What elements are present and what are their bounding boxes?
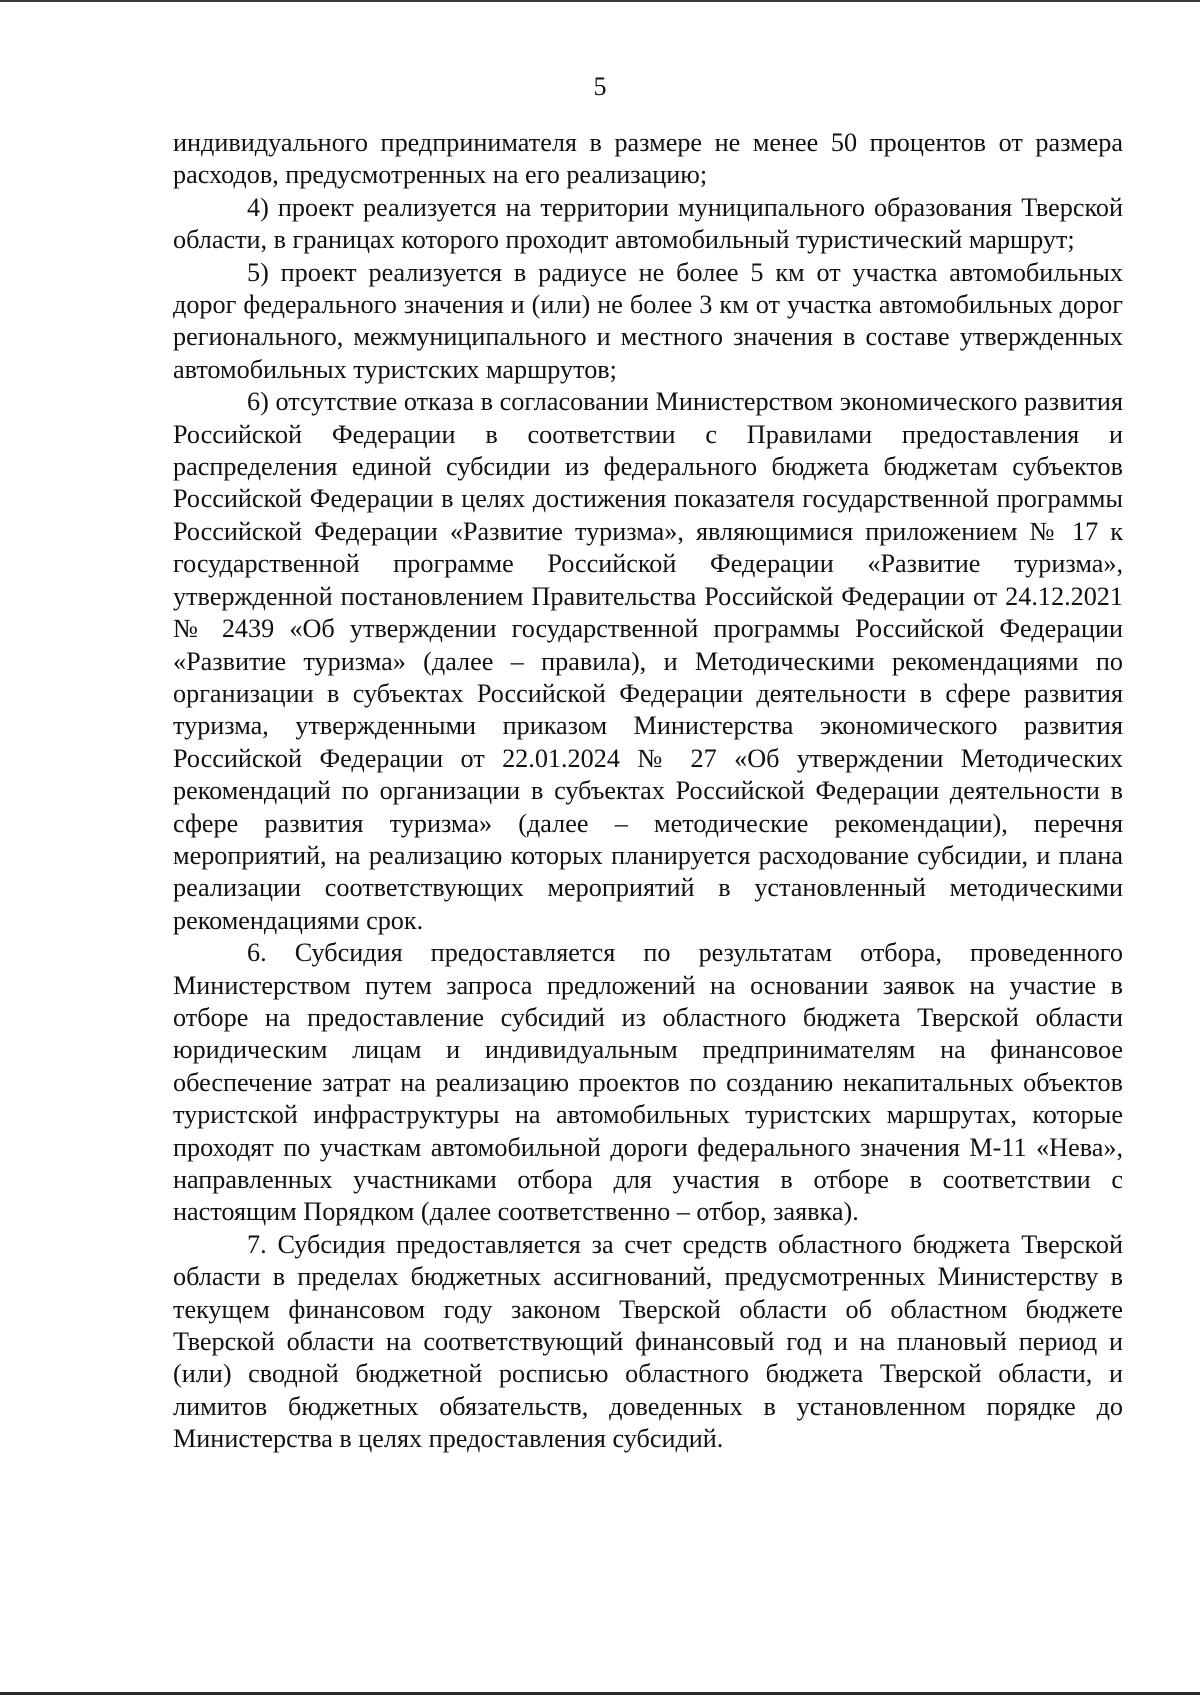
paragraph-item-4: 4) проект реализуется на территории муниципального образования Тверской области, в границах которого проходит автомобильный туристический маршрут;: [173, 192, 1123, 255]
paragraph-item-5: 5) проект реализуется в радиусе не более 5 км от участка автомобильных дорог федерального значения и (или) не более 3 км от участка автомобильных дорог регионального, межмуниципального и местного значения в составе утвержденных автомобильных туристских маршрутов;: [173, 257, 1123, 384]
scan-edge-top: [0, 0, 1200, 2]
paragraph-clause-7: 7. Субсидия предоставляется за счет средств областного бюджета Тверской области в пределах бюджетных ассигнований, предусмотренных Министерству в текущем финансовом году законом Тверской области об областном бюджете Тверской области на соответствующий финансовый год и на плановый период и (или) сводной бюджетной росписью областного бюджета Тверской области, и лимитов бюджетных обязательств, доведенных в установленном порядке до Министерства в целях предоставления субсидий.: [173, 1229, 1123, 1454]
paragraph-item-6: 6) отсутствие отказа в согласовании Министерством экономического развития Российской Федерации в соответствии с Правилами предоставления и распределения единой субсидии из федерального бюджета бюджетам субъектов Российской Федерации в целях достижения показателя государственной программы Российской Федерации «Развитие туризма», являющимися приложением № 17 к государственной программе Российской Федерации «Развитие туризма», утвержденной постановлением Правительства Российской Федерации от 24.12.2021 № 2439 «Об утверждении государственной программы Российской Федерации «Развитие туризма» (далее – правила), и Методическими рекомендациями по организации в субъектах Российской Федерации деятельности в сфере развития туризма, утвержденными приказом Министерства экономического развития Российской Федерации от 22.01.2024 № 27 «Об утверждении Методических рекомендаций по организации в субъектах Российской Федерации деятельности в сфере развития туризма» (далее – методические рекомендации), перечня мероприятий, на реализацию которых планируется расходование субсидии, и плана реализации соответствующих мероприятий в установленный методическими рекомендациями срок.: [173, 387, 1123, 935]
document-body: [173, 127, 1123, 1456]
paragraph-clause-6: 6. Субсидия предоставляется по результатам отбора, проведенного Министерством путем запроса предложений на основании заявок на участие в отборе на предоставление субсидий из областного бюджета Тверской области юридическим лицам и индивидуальным предпринимателям на финансовое обеспечение затрат на реализацию проектов по созданию некапитальных объектов туристской инфраструктуры на автомобильных туристских маршрутах, которые проходят по участкам автомобильной дороги федерального значения М-11 «Нева», направленных участниками отбора для участия в отборе в соответствии с настоящим Порядком (далее соответственно – отбор, заявка).: [173, 938, 1123, 1227]
page-number: 5: [593, 72, 607, 101]
paragraph-continuation: индивидуального предпринимателя в размере не менее 50 процентов от размера расходов, предусмотренных на его реализацию;: [173, 128, 1123, 190]
